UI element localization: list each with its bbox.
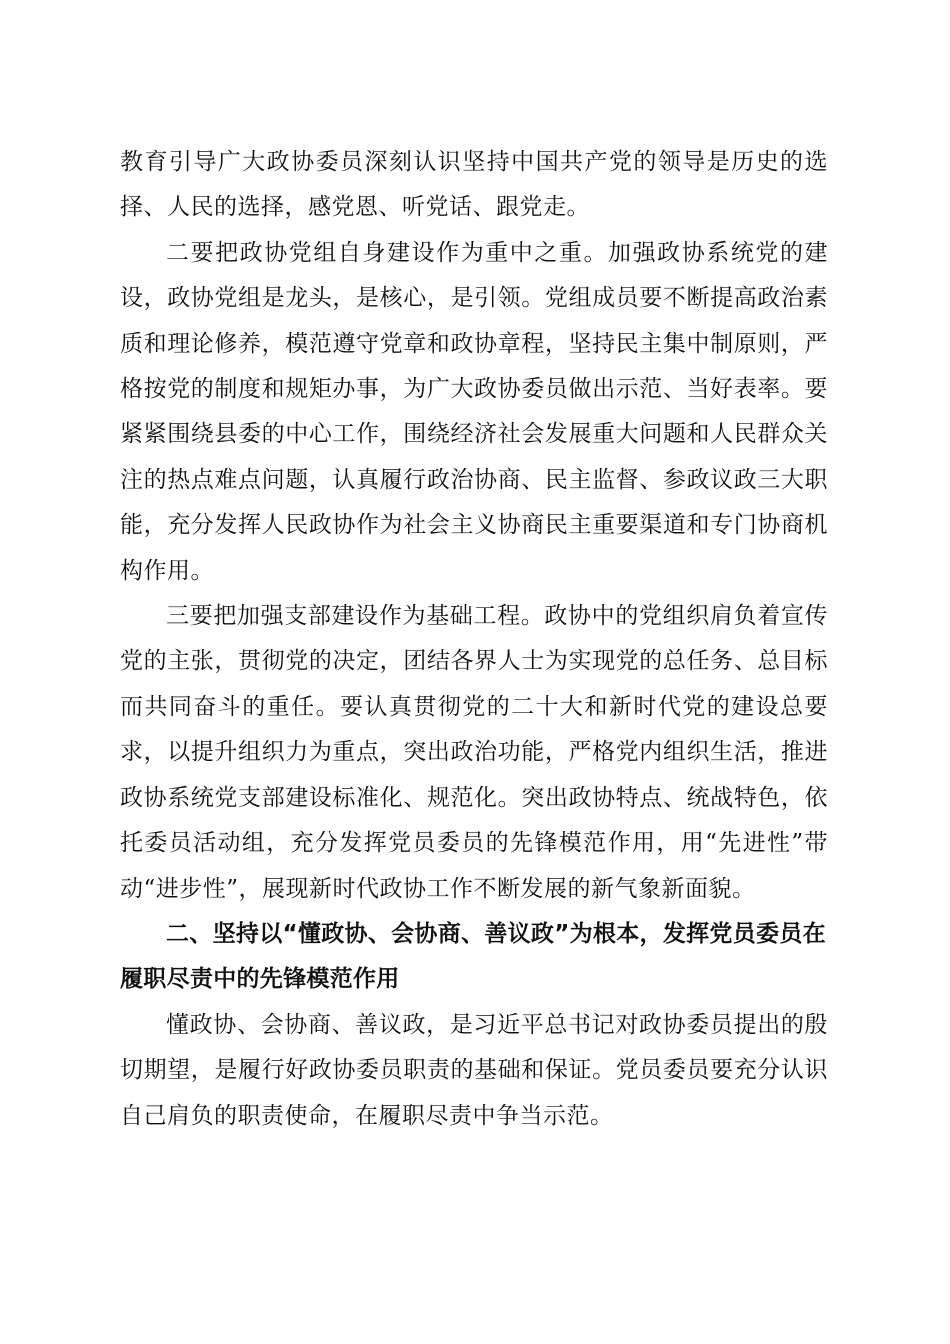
paragraph-party-group-building: 二要把政协党组自身建设作为重中之重。加强政协系统党的建设，政协党组是龙头，是核心，是引领。党组成员要不断提高政治素质和理论修养，模范遵守党章和政协章程，坚持民主集中制原则，严格按党的制度和规矩办事，为广大政协委员做出示范、当好表率。要紧紧围绕县委的中心工作，围绕经济社会发展重大问题和人民群众关注的热点难点问题，认真履行政治协商、民主监督、参政议政三大职能，充分发挥人民政协作为社会主义协商民主重要渠道和专门协商机构作用。 xyxy=(120,239,828,584)
section-heading-2: 二、坚持以“懂政协、会协商、善议政”为根本，发挥党员委员在履职尽责中的先锋模范作用 xyxy=(120,920,826,993)
paragraph-continuation: 教育引导广大政协委员深刻认识坚持中国共产党的领导是历史的选择、人民的选择，感党恩、听党话、跟党走。 xyxy=(120,149,828,221)
document-body xyxy=(120,140,828,1139)
paragraph-duty-performance: 懂政协、会协商、善议政，是习近平总书记对政协委员提出的殷切期望，是履行好政协委员职责的基础和保证。党员委员要充分认识自己肩负的职责使命，在履职尽责中争当示范。 xyxy=(120,1011,828,1129)
paragraph-branch-building: 三要把加强支部建设作为基础工程。政协中的党组织肩负着宣传党的主张，贯彻党的决定，团结各界人士为实现党的总任务、总目标而共同奋斗的重任。要认真贯彻党的二十大和新时代党的建设总要求，以提升组织力为重点，突出政治功能，严格党内组织生活，推进政协系统党支部建设标准化、规范化。突出政协特点、统战特色，依托委员活动组，充分发挥党员委员的先锋模范作用，用“先进性”带动“进步性”，展现新时代政协工作不断发展的新气象新面貌。 xyxy=(120,603,828,902)
